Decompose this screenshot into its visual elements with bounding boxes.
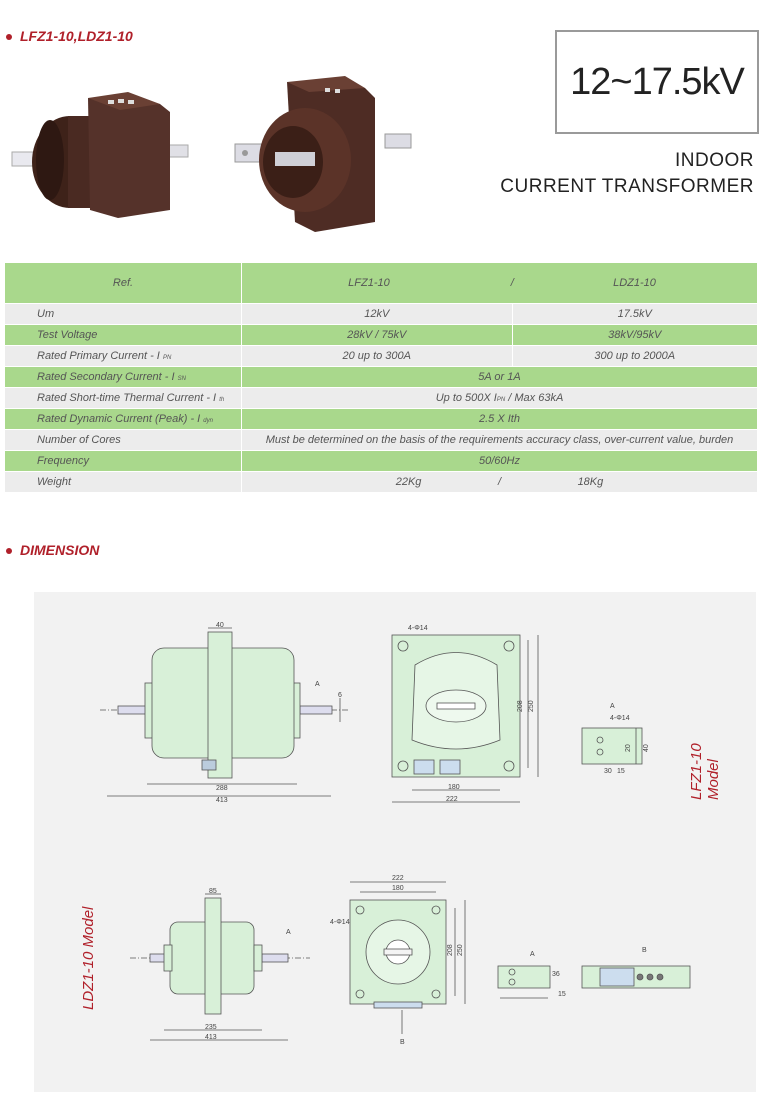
lfz-dim-250: 250	[528, 700, 535, 712]
table-row: Number of Cores Must be determined on the basis of the requirements accuracy class, over-current value, burden	[5, 430, 758, 451]
lfz-dim-30: 30	[604, 768, 612, 775]
lfz-dim-222: 222	[446, 796, 458, 803]
ldz-dim-413: 413	[205, 1034, 217, 1041]
ref-header: Ref.	[5, 263, 242, 304]
lfz-front-view	[392, 635, 538, 802]
ldz-dim-222: 222	[392, 875, 404, 882]
lfz-model-label: LFZ1-10 Model	[688, 743, 722, 800]
ldz-detail-a	[498, 966, 550, 998]
table-row: Rated Primary Current - I PN 20 up to 300A 300 up to 2000A	[5, 346, 758, 367]
lfz-dim-208: 208	[517, 700, 524, 712]
ldz-dim-180: 180	[392, 885, 404, 892]
lfz-detail-a-label: A	[610, 703, 615, 710]
ldz-label-b: B	[400, 1039, 405, 1046]
lfz-dim-413: 413	[216, 797, 228, 804]
table-row: Test Voltage 28kV / 75kV 38kV/95kV	[5, 325, 758, 346]
ldz-dim-85: 85	[209, 888, 217, 895]
lfz-dim-20: 20	[625, 744, 632, 752]
ldz-hole-label: 4-Φ14	[330, 919, 350, 926]
ldz-dim-250: 250	[457, 944, 464, 956]
model-a-header: LFZ1-10 /	[242, 263, 513, 304]
ldz-dim-36: 36	[552, 971, 560, 978]
ldz-detail-b	[582, 966, 690, 988]
lfz-detail-hole: 4-Φ14	[610, 715, 630, 722]
ldz-side-view	[130, 894, 310, 1040]
lfz-dim-40: 40	[216, 622, 224, 629]
lfz-dim-288: 288	[216, 785, 228, 792]
ldz-detail-b-label: B	[642, 947, 647, 954]
table-row: Rated Dynamic Current (Peak) - I dyn 2.5 X Ith	[5, 409, 758, 430]
lfz-dim-15: 15	[617, 768, 625, 775]
ldz-front-view	[350, 882, 465, 1034]
voltage-rating: 12~17.5kV	[570, 60, 744, 103]
table-row: Rated Short-time Thermal Current - I th Up to 500X IPN / Max 63kA	[5, 388, 758, 409]
lfz-label-a: A	[315, 681, 320, 688]
ldz-detail-a-label: A	[530, 951, 535, 958]
models-heading: LFZ1-10,LDZ1-10	[6, 28, 133, 44]
title-line-2: CURRENT TRANSFORMER	[500, 176, 754, 197]
ldz-model-label: LDZ1-10 Model	[80, 906, 97, 1010]
table-row: Weight 22Kg / 18Kg	[5, 472, 758, 493]
title-line-1: INDOOR	[675, 150, 754, 171]
lfz-dim-6: 6	[338, 692, 342, 699]
table-row: Rated Secondary Current - I SN 5A or 1A	[5, 367, 758, 388]
lfz-side-view	[100, 628, 350, 796]
ldz-dim-15: 15	[558, 991, 566, 998]
ldz-dim-208: 208	[447, 944, 454, 956]
dimension-heading: DIMENSION	[6, 542, 99, 558]
lfz-hole-label: 4-Φ14	[408, 625, 428, 632]
ldz-label-a: A	[286, 929, 291, 936]
lfz-detail-a	[582, 728, 642, 764]
ldz-dim-235: 235	[205, 1024, 217, 1031]
table-row: Frequency 50/60Hz	[5, 451, 758, 472]
model-b-header: LDZ1-10	[512, 263, 758, 304]
lfz-dim-180: 180	[448, 784, 460, 791]
lfz-dim-40b: 40	[643, 744, 650, 752]
table-row: Um 12kV 17.5kV	[5, 304, 758, 325]
